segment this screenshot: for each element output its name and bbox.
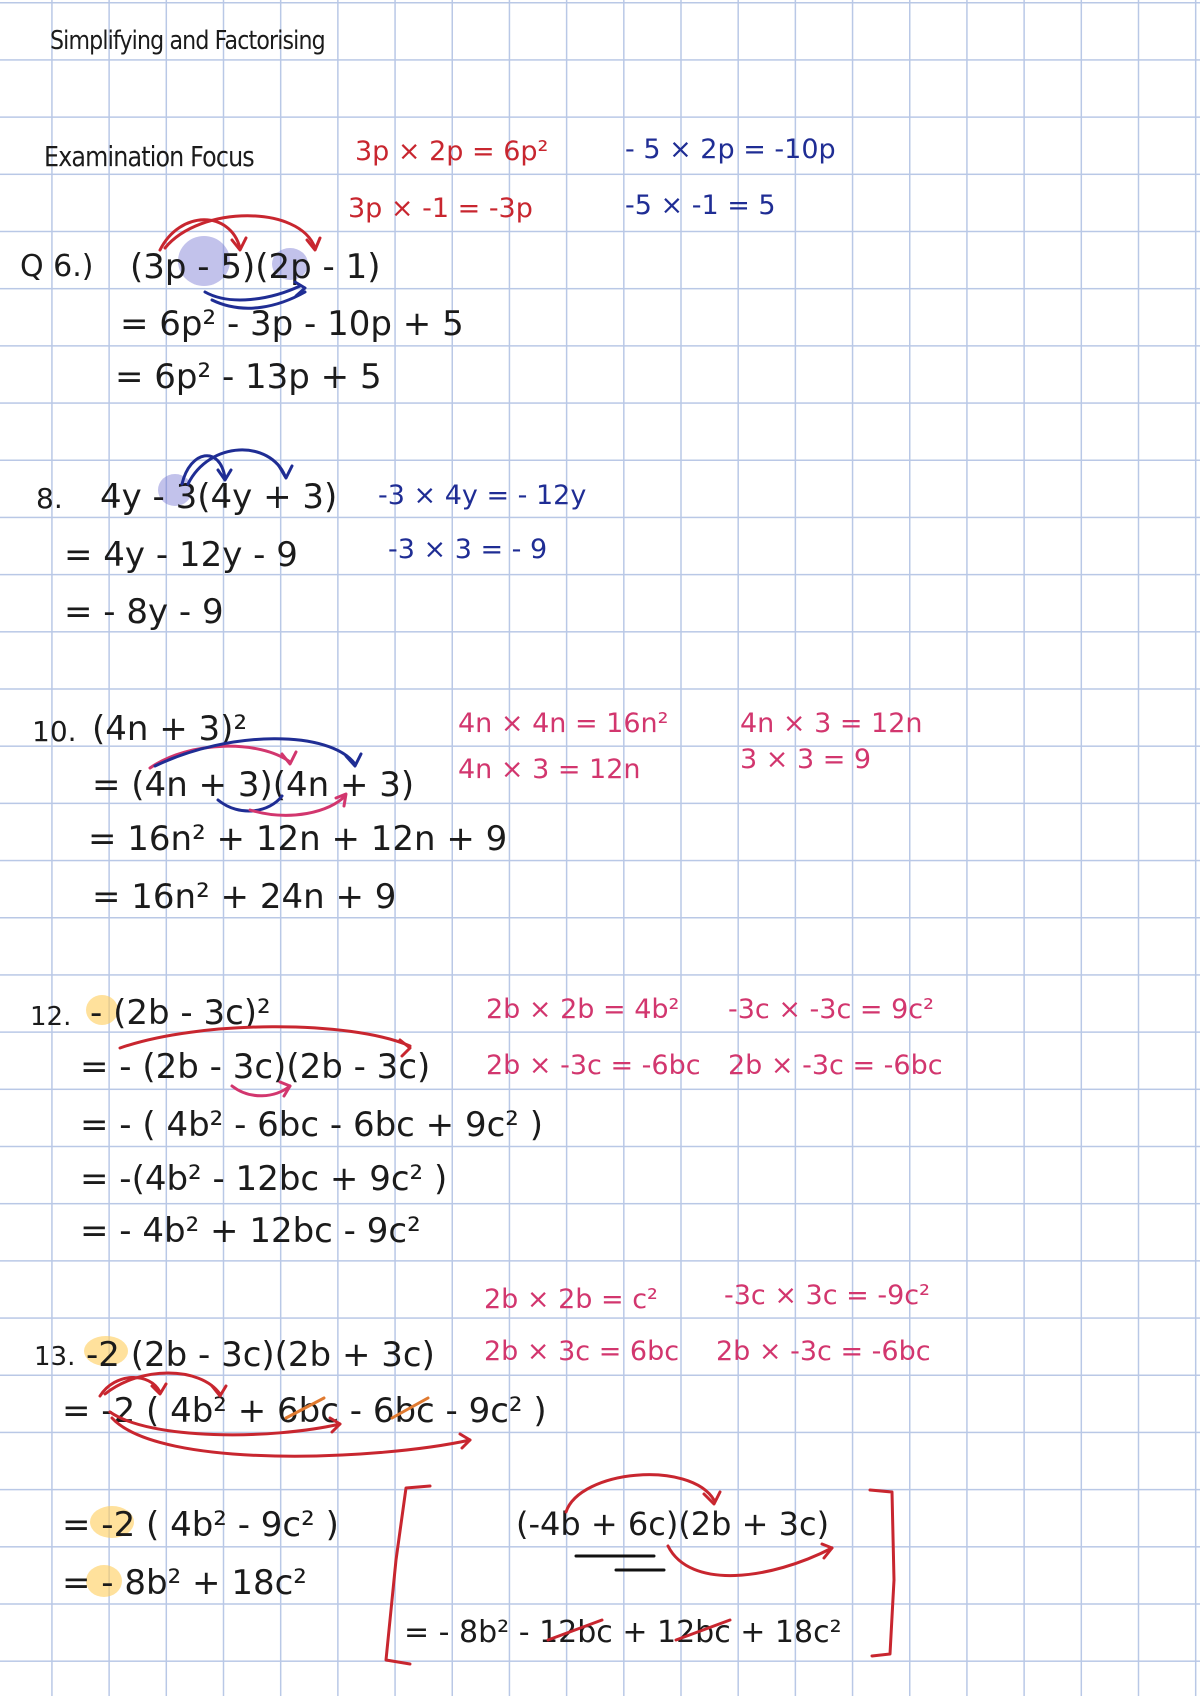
- q13-note-left-1: 2b × 2b = c²: [484, 1284, 658, 1315]
- q10-note-left-1: 4n × 4n = 16n²: [458, 708, 669, 739]
- q6-line-2: = 6p² - 3p - 10p + 5: [120, 304, 464, 344]
- q12-line-5: = - 4b² + 12bc - 9c²: [80, 1211, 421, 1251]
- q12-note-left-2: 2b × -3c = -6bc: [486, 1050, 701, 1081]
- q10-line-3: = 16n² + 12n + 12n + 9: [88, 819, 508, 859]
- q13-note-right-2: 2b × -3c = -6bc: [716, 1336, 931, 1367]
- question-number-12: 12.: [30, 1002, 72, 1032]
- q8-note-2: -3 × 3 = - 9: [388, 534, 548, 565]
- q12-line-4: = -(4b² - 12bc + 9c² ): [80, 1159, 448, 1199]
- q12-note-right-2: 2b × -3c = -6bc: [728, 1050, 943, 1081]
- question-number-10: 10.: [32, 715, 77, 748]
- q6-line-1: (3p - 5)(2p - 1): [130, 247, 381, 287]
- q8-line-3: = - 8y - 9: [64, 592, 224, 632]
- q12-note-left-1: 2b × 2b = 4b²: [486, 994, 680, 1025]
- q10-note-right-2: 3 × 3 = 9: [740, 744, 872, 775]
- q10-note-left-2: 4n × 3 = 12n: [458, 754, 641, 785]
- exam-note-red-1: 3p × 2p = 6p²: [355, 136, 549, 167]
- q10-note-right-1: 4n × 3 = 12n: [740, 708, 923, 739]
- q13-line-2: = -2 ( 4b² + 6bc - 6bc - 9c² ): [62, 1391, 547, 1431]
- q12-note-right-1: -3c × -3c = 9c²: [728, 994, 934, 1025]
- exam-focus-label: Examination Focus: [44, 140, 254, 173]
- question-number-6: Q 6.): [20, 249, 94, 284]
- q10-line-2: = (4n + 3)(4n + 3): [92, 765, 415, 805]
- question-number-13: 13.: [34, 1342, 76, 1372]
- question-number-8: 8.: [36, 482, 63, 515]
- q8-line-1: 4y - 3(4y + 3): [100, 477, 338, 517]
- exam-note-blue-2: -5 × -1 = 5: [625, 190, 776, 221]
- q8-note-1: -3 × 4y = - 12y: [378, 480, 587, 511]
- q12-line-3: = - ( 4b² - 6bc - 6bc + 9c² ): [80, 1105, 544, 1145]
- exam-note-blue-1: - 5 × 2p = -10p: [625, 134, 836, 165]
- page-title: Simplifying and Factorising: [50, 26, 325, 56]
- exam-note-red-2: 3p × -1 = -3p: [348, 193, 533, 224]
- q10-line-4: = 16n² + 24n + 9: [92, 877, 397, 917]
- q10-line-1: (4n + 3)²: [92, 709, 248, 749]
- q13-bracket-line-1: (-4b + 6c)(2b + 3c): [516, 1505, 830, 1543]
- q13-line-4: = - 8b² + 18c²: [62, 1563, 307, 1603]
- q8-line-2: = 4y - 12y - 9: [64, 535, 298, 575]
- q13-note-left-2: 2b × 3c = 6bc: [484, 1336, 680, 1367]
- q13-note-right-1: -3c × 3c = -9c²: [724, 1280, 930, 1311]
- q13-line-3: = -2 ( 4b² - 9c² ): [62, 1505, 339, 1545]
- q6-line-3: = 6p² - 13p + 5: [115, 357, 382, 397]
- q13-bracket-line-2: = - 8b² - 12bc + 12bc + 18c²: [404, 1615, 842, 1650]
- q12-line-2: = - (2b - 3c)(2b - 3c): [80, 1047, 431, 1087]
- q12-line-1: - (2b - 3c)²: [90, 993, 271, 1033]
- q13-line-1: -2 (2b - 3c)(2b + 3c): [86, 1335, 435, 1375]
